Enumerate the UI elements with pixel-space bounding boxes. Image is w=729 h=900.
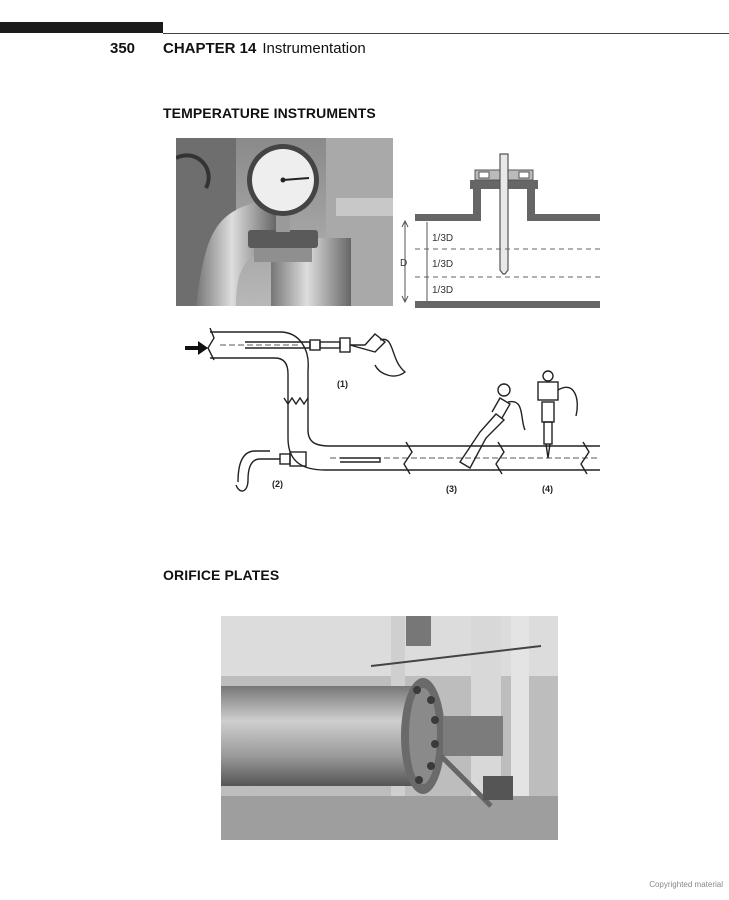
copyright-notice: Copyrighted material: [649, 880, 723, 889]
section-heading-orifice: ORIFICE PLATES: [163, 567, 280, 583]
installation-label-3: (3): [446, 484, 457, 494]
thermocouple-installation-diagram: [180, 320, 600, 505]
page-number: 350: [110, 40, 136, 57]
diameter-label: D: [400, 258, 408, 269]
thermowell: [500, 154, 508, 274]
pipe-wall-top-left: [415, 214, 473, 221]
header-rule: [163, 33, 729, 34]
pipe-wall-bottom: [415, 301, 600, 308]
depth-label-upper: 1/3D: [432, 233, 454, 244]
section-heading-temperature: TEMPERATURE INSTRUMENTS: [163, 105, 376, 121]
installation-label-2: (2): [272, 479, 283, 489]
installation-label-1: (1): [337, 379, 348, 389]
depth-label-lower: 1/3D: [432, 285, 454, 296]
chapter-heading: [163, 40, 366, 57]
pipe-wall-top-right: [535, 214, 600, 221]
chapter-title: Instrumentation: [262, 40, 366, 57]
flow-arrow-icon: [185, 341, 208, 355]
chapter-label: CHAPTER 14: [163, 40, 257, 57]
thermowell-depth-diagram: [400, 150, 605, 315]
depth-label-middle: 1/3D: [432, 259, 454, 270]
gauge-photo: [176, 138, 393, 306]
orifice-plate-photo: [221, 616, 558, 840]
pipe: [221, 686, 421, 786]
installation-label-4: (4): [542, 484, 553, 494]
header-bar: [0, 22, 163, 33]
